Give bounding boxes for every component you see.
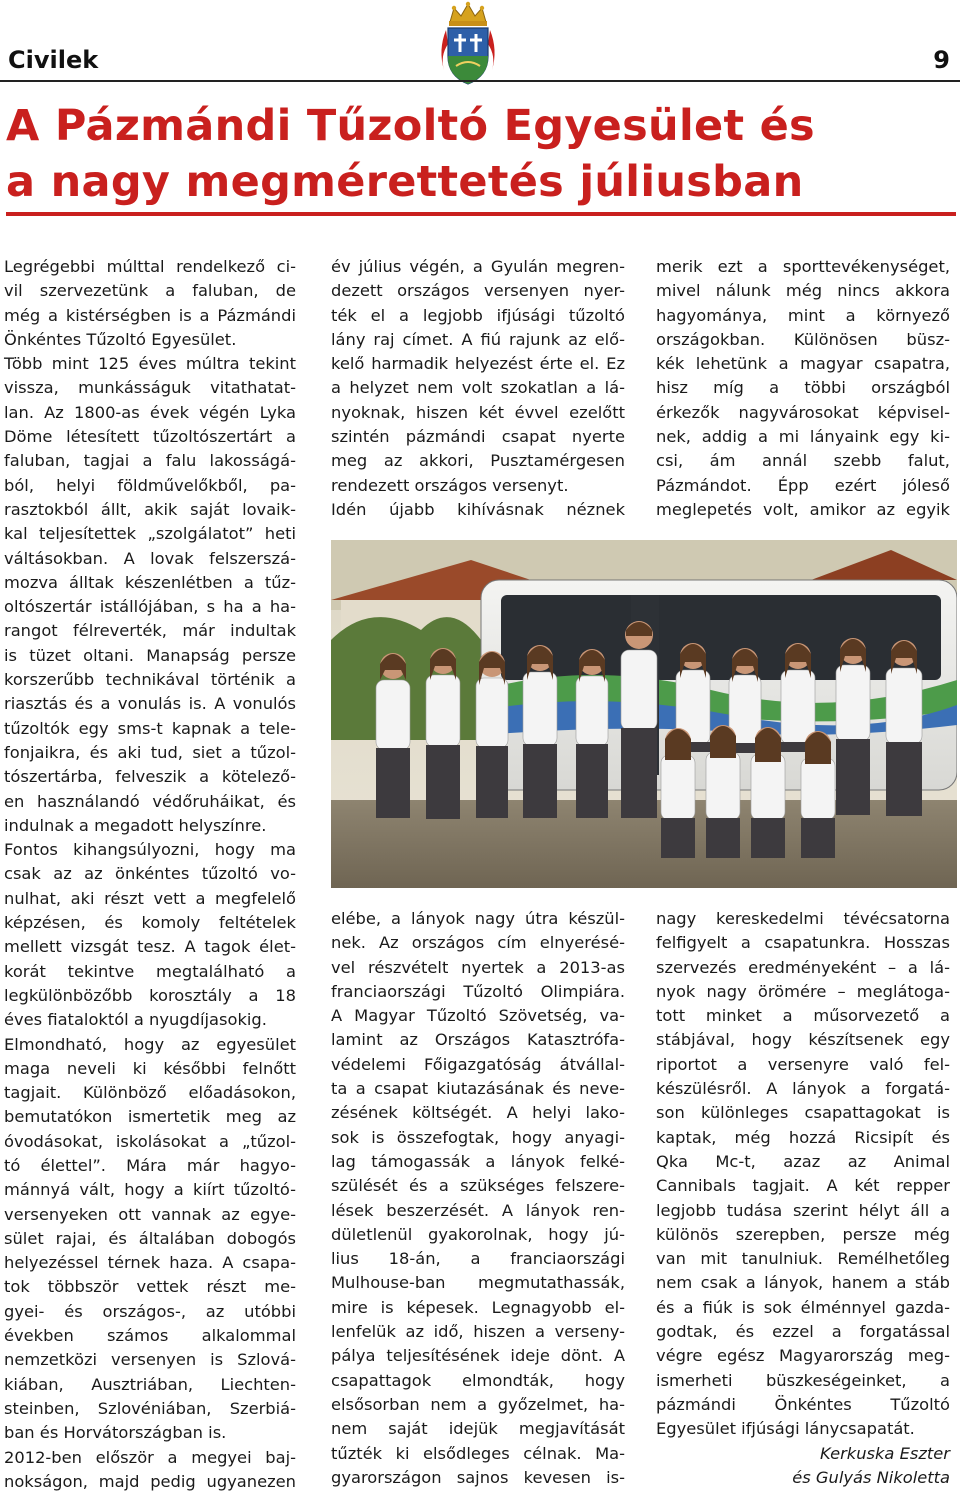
text-line: fonjaikra, és aki tud, siet a tűzol- [4, 742, 296, 762]
text-line: tó élettel”. Mára már hagyo- [4, 1155, 296, 1175]
text-line: rasztokból állt, akik saját lovaik- [4, 499, 296, 519]
title-line: a nagy megmérettetés júliusban [6, 157, 804, 207]
text-line: riasztás és a vonulás is. A vonulós [4, 694, 296, 714]
text-line: indulnak a megadott helyszínre. [4, 815, 267, 835]
text-line: csak az az önkéntes tűzoltó vo- [4, 864, 296, 884]
text-line: Elmondható, hogy az egyesület [4, 1034, 296, 1054]
header-rule [0, 80, 960, 82]
text-line: pálya teljesítésének ideje dönt. A [331, 1346, 625, 1366]
text-line: különös szerepben, persze még [656, 1224, 950, 1244]
text-line: felfigyelt a csapatunkra. Hosszas [656, 933, 950, 953]
page-header [0, 0, 960, 92]
text-line: mozva álltak készenlétben a tűz- [4, 572, 296, 592]
text-line: lamint az Országos Katasztrófa- [331, 1030, 625, 1050]
text-line: országokban. Különösen büsz- [656, 329, 950, 349]
text-line: Fontos kihangsúlyozni, hogy ma [4, 840, 296, 860]
text-line: franciaországi Tűzoltó Olimpiára. [331, 981, 625, 1001]
text-line: nagy kereskedelmi tévécsatorna [656, 909, 950, 928]
text-line: meg az akkori, Pusztamérgesen [331, 451, 625, 471]
text-line: korszerűbb technikával történik a [4, 670, 296, 690]
text-line: éves fiataloktól a nyugdíjasokig. [4, 1010, 267, 1030]
text-line: steinben, Szlovéniában, Szerbiá- [4, 1398, 296, 1418]
text-line: csapattagok elmondták, hogy [331, 1370, 625, 1390]
text-line: készülésről. A lányok a forgatá- [656, 1079, 950, 1099]
text-line: rendezett országos versenyt. [331, 475, 569, 495]
text-line: tok többször vettek részt me- [4, 1277, 296, 1297]
text-line: korát tekintve megtalálható a [4, 961, 296, 981]
text-line: dezett országos versenyen nyer- [331, 281, 625, 301]
text-line: Qka Mc-t, azaz az Animal [656, 1151, 950, 1171]
text-line: legkülönbözőbb korosztály a 18 [4, 985, 296, 1005]
text-line: merik ezt a sporttevékenységet, [656, 257, 950, 276]
text-line: ismerheti büszkeségeinket, a [656, 1370, 950, 1390]
text-line: gyarországon sajnos kevesen is- [331, 1467, 625, 1487]
title-rule [6, 212, 956, 216]
text-line: maga neveli ki későbbi felnőtt [4, 1058, 296, 1078]
text-line: tűzték ki elsődleges célnak. Ma- [331, 1443, 625, 1463]
text-line: en használandó védőruháikat, és [4, 791, 296, 811]
text-line: szervezés eredményeként – a lá- [656, 957, 950, 977]
text-line: tószertárba, felveszik a kötelező- [4, 767, 296, 787]
text-line: riportot a versenyre való fel- [656, 1054, 950, 1074]
text-line: és a fiúk is sok élménnyel gazda- [656, 1297, 950, 1317]
text-line: lan. Az 1800-as évek végén Lyka [4, 402, 296, 422]
text-line: Mulhouse-ban megmutathassák, [331, 1273, 625, 1293]
text-line: években számos alkalommal [4, 1326, 296, 1346]
text-line: legjobb tudása szerint hélyt áll a [656, 1200, 950, 1220]
team-photo [331, 540, 957, 888]
text-line: kaptak, még hozzá Ricsipít és [656, 1127, 950, 1147]
text-line: Döme létesített tűzoltószertárt a [4, 427, 296, 447]
text-line: van mit tanulniuk. Remélhetőleg [656, 1249, 950, 1269]
text-line: hagyománya, mint a környező [656, 305, 950, 325]
text-line: Pázmándot. Épp ezért jóleső [656, 475, 950, 495]
text-line: nyok nagy örömére – meglátoga- [656, 981, 950, 1001]
text-line: nek, addig a mi lányaink egy ki- [656, 427, 950, 447]
text-line: sület rajai, és általában dobogós [4, 1228, 296, 1248]
team-photo-image [331, 540, 957, 888]
text-line: lány raj címet. A fiú rajunk az elő- [331, 329, 625, 349]
text-line: bemutatókon ismertetik meg az [4, 1107, 296, 1127]
text-line: elsősorban nem a győzelmet, ha- [331, 1394, 625, 1414]
text-line: tott minket a műsorvezető a [656, 1006, 950, 1026]
text-line: Egyesület ifjúsági lánycsapatát. [656, 1419, 915, 1439]
section-label: Civilek [8, 46, 99, 74]
text-line: faluban, tagjai a falu lakosságá- [4, 451, 296, 471]
text-line: kal teljesítettek „szolgálatot” heti [4, 524, 296, 544]
text-line: tagjait. Különböző előadásokon, [4, 1083, 296, 1103]
text-line: hisz míg a többi országból [656, 378, 950, 398]
article-column-1 [4, 255, 296, 1494]
text-line: elébe, a lányok nagy útra készül- [331, 909, 625, 928]
text-line: ból, helyi földművelőkből, pa- [4, 475, 296, 495]
text-line: nek. Az országos cím elnyerésé- [331, 933, 625, 953]
text-line: nem csak a lányok, hanem a stáb [656, 1273, 950, 1293]
text-line: tűzoltók egy sms-t kapnak a tele- [4, 718, 296, 738]
text-line: helyezéssel térnek haza. A csapa- [4, 1253, 296, 1273]
text-line: érkezők nagyvárosokat képvisel- [656, 402, 950, 422]
text-line: stábjával, hogy készítsenek egy [656, 1030, 950, 1050]
text-line: Önkéntes Tűzoltó Egyesület. [4, 329, 237, 349]
page-number: 9 [933, 46, 950, 74]
text-line: versenyeken ott vannak az egye- [4, 1204, 296, 1224]
text-line: rangot félreverték, már indultak [4, 621, 296, 641]
article-column-3-bottom [656, 907, 950, 1490]
text-line: még a kistérségben is a Pázmándi [4, 305, 296, 325]
text-line: szintén pázmándi csapat nyerte [331, 427, 625, 447]
text-line: lenfelük az idő, hiszen a verseny- [331, 1322, 625, 1342]
text-line: Legrégebbi múlttal rendelkező ci- [4, 257, 296, 276]
text-line: kék lehetünk a magyar csapatra, [656, 354, 950, 374]
text-line: ték el a legjobb ifjúsági tűzoltó [331, 305, 625, 325]
text-line: év július végén, a Gyulán megren- [331, 257, 625, 276]
text-line: vissza, munkásságuk vitathatat- [4, 378, 296, 398]
text-line: nokságon, majd pedig ugyanezen [4, 1471, 296, 1491]
text-line: vil szervezetünk a faluban, de [4, 281, 296, 301]
text-line: Idén újabb kihívásnak néznek [331, 499, 625, 519]
text-line: mellett vizsgát tesz. A tagok élet- [4, 937, 296, 957]
text-line: son különleges csapattagokat is [656, 1103, 950, 1123]
text-line: Cannibals tagjait. A két repper [656, 1176, 950, 1196]
text-line: lag támogassák a lányok felké- [331, 1151, 625, 1171]
text-line: gyei- és országos-, az utóbbi [4, 1301, 296, 1321]
text-line: lések beszerzését. A lányok ren- [331, 1200, 625, 1220]
article-column-2-bottom [331, 907, 625, 1490]
text-line: nem saját idejük megjavítását [331, 1419, 625, 1439]
text-line: mire is képesek. Legnagyobb el- [331, 1297, 625, 1317]
text-line: nulhat, aki részt vett a megfelelő [4, 888, 296, 908]
article-column-3-top [656, 255, 950, 522]
text-line: sok is összefogtak, hogy anyagi- [331, 1127, 625, 1147]
author-signature-line: Kerkuska Eszter [819, 1443, 950, 1463]
text-line: váltásokban. A lovak felszerszá- [4, 548, 296, 568]
text-line: a helyzet nem volt szokatlan a lá- [331, 378, 625, 398]
text-line: meglepetés volt, amikor az egyik [656, 499, 950, 519]
column-3-bottom-text [656, 907, 950, 1442]
text-line: ban és Horvátországban is. [4, 1423, 227, 1443]
article-column-2-top [331, 255, 625, 522]
coat-of-arms-icon [436, 0, 500, 86]
text-line: dületlenül gyakorolnak, hogy jú- [331, 1224, 625, 1244]
text-line: nyoknak, hiszen két évvel ezelőtt [331, 402, 625, 422]
text-line: mivel nálunk még nincs akkora [656, 281, 950, 301]
text-line: lius 18-án, a franciaországi [331, 1249, 625, 1269]
text-line: oltószertár istállójában, s ha a ha- [4, 597, 296, 617]
text-line: vel részvételt nyertek a 2013-as [331, 957, 625, 977]
text-line: godtak, és ezzel a forgatással [656, 1322, 950, 1342]
text-line: A Magyar Tűzoltó Szövetség, va- [331, 1006, 625, 1026]
text-line: kelő harmadik helyezést érte el. Ez [331, 354, 625, 374]
article-title [6, 98, 946, 210]
text-line: pázmándi Önkéntes Tűzoltó [656, 1394, 950, 1414]
text-line: ta a csapat kiutazásának és neve- [331, 1079, 625, 1099]
text-line: védelemi Főigazgatóság átvállal- [331, 1054, 625, 1074]
text-line: óvodásokat, iskolásokat a „tűzol- [4, 1131, 296, 1151]
author-signature-line: és Gulyás Nikoletta [792, 1467, 950, 1487]
text-line: szülését és a szükséges felszere- [331, 1176, 625, 1196]
text-line: 2012-ben először a megyei baj- [4, 1447, 296, 1467]
text-line: kiában, Ausztriában, Liechten- [4, 1374, 296, 1394]
text-line: is tüzet oltani. Manapság persze [4, 645, 296, 665]
title-line: A Pázmándi Tűzoltó Egyesület és [6, 101, 815, 151]
text-line: végre egész Magyarország meg- [656, 1346, 950, 1366]
text-line: Több mint 125 éves múltra tekint [4, 354, 296, 374]
text-line: csi, ám annál szebb falut, [656, 451, 950, 471]
text-line: zésének költségét. A helyi lako- [331, 1103, 625, 1123]
text-line: mánnyá vált, hogy a kiírt tűzoltó- [4, 1180, 296, 1200]
text-line: nemzetközi versenyen is Szlová- [4, 1350, 296, 1370]
text-line: képzésen, és komoly feltételek [4, 913, 296, 933]
